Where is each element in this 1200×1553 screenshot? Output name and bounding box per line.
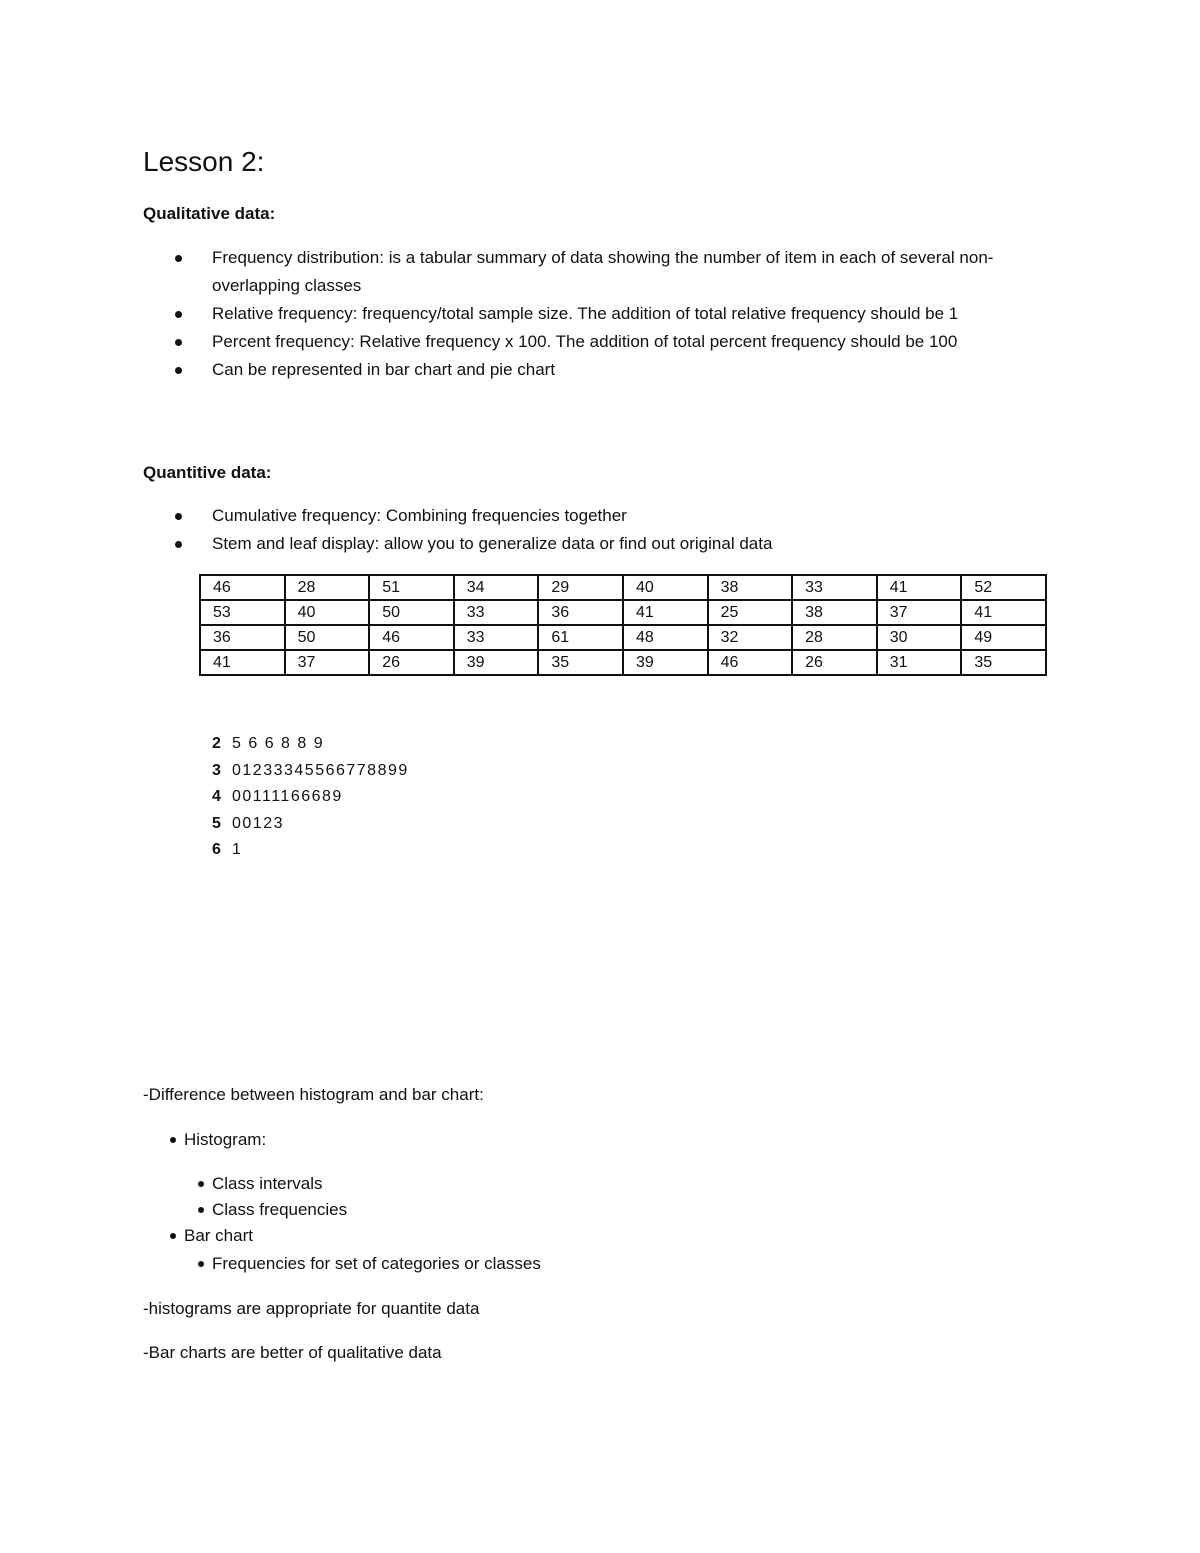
list-item-text: Can be represented in bar chart and pie chart [212, 360, 556, 379]
leaf-values: 01233345566778899 [232, 761, 409, 779]
difference-heading: -Difference between histogram and bar chart: [143, 1085, 484, 1104]
table-cell: 37 [285, 650, 370, 675]
quantitative-list [212, 502, 1052, 558]
bullet-icon [175, 541, 182, 548]
stem-value: 5 [212, 814, 223, 832]
table-cell: 33 [454, 600, 539, 625]
leaf-values: 00111166689 [232, 788, 343, 805]
table-cell: 52 [961, 575, 1046, 600]
list-item [212, 502, 1052, 530]
bullet-icon [198, 1181, 204, 1187]
table-cell: 35 [961, 650, 1046, 675]
table-cell: 38 [792, 600, 877, 625]
list-item [212, 1251, 541, 1277]
table-cell: 36 [538, 600, 623, 625]
table-cell: 34 [454, 575, 539, 600]
histogram-label: Histogram: [184, 1130, 267, 1149]
table-cell: 29 [538, 575, 623, 600]
table-cell: 31 [877, 650, 962, 675]
table-cell: 50 [285, 625, 370, 650]
quantitative-heading: Quantitive data: [143, 463, 272, 482]
table-cell: 33 [792, 575, 877, 600]
stem-leaf-row [212, 758, 409, 785]
bar-chart-list [184, 1223, 253, 1249]
bullet-icon [198, 1261, 204, 1267]
list-item-text: Relative frequency: frequency/total sample size. The addition of total relative frequency should be 1 [212, 304, 959, 323]
stem-value: 2 [212, 735, 223, 752]
table-row [200, 575, 1046, 600]
histogram-sublist [212, 1171, 347, 1223]
table-cell: 40 [623, 575, 708, 600]
table-cell: 39 [623, 650, 708, 675]
table-cell: 35 [538, 650, 623, 675]
table-row [200, 600, 1046, 625]
leaf-values: 5 6 6 8 8 9 [232, 735, 325, 752]
bullet-icon [175, 339, 182, 346]
list-item-text: Cumulative frequency: Combining frequencies together [212, 506, 627, 525]
table-cell: 40 [285, 600, 370, 625]
stem-value: 6 [212, 841, 223, 858]
table-cell: 26 [792, 650, 877, 675]
list-item [212, 328, 1052, 356]
list-item [212, 356, 1052, 384]
table-cell: 37 [877, 600, 962, 625]
bullet-icon [175, 311, 182, 318]
stem-value: 3 [212, 761, 223, 779]
bullet-icon [175, 255, 182, 262]
table-cell: 38 [708, 575, 793, 600]
stem-leaf-row [212, 784, 409, 811]
bullet-icon [170, 1137, 176, 1143]
table-cell: 36 [200, 625, 285, 650]
list-item [184, 1127, 266, 1153]
page-title: Lesson 2: [143, 146, 265, 177]
list-item-text: Stem and leaf display: allow you to generalize data or find out original data [212, 534, 773, 553]
stem-leaf-row [212, 811, 409, 838]
table-cell: 39 [454, 650, 539, 675]
list-item-text: Percent frequency: Relative frequency x 100. The addition of total percent frequency should be 100 [212, 332, 958, 351]
stem-leaf-row [212, 731, 409, 758]
table-cell: 33 [454, 625, 539, 650]
data-table [199, 574, 1047, 676]
table-cell: 30 [877, 625, 962, 650]
table-cell: 28 [285, 575, 370, 600]
table-cell: 25 [708, 600, 793, 625]
table-cell: 53 [200, 600, 285, 625]
table-cell: 50 [369, 600, 454, 625]
leaf-values: 1 [232, 841, 243, 858]
table-cell: 41 [623, 600, 708, 625]
list-item-text: Frequency distribution: is a tabular summary of data showing the number of item in each of several non-overlapping classes [212, 248, 994, 295]
list-item [212, 1171, 347, 1197]
note-histograms: -histograms are appropriate for quantite data [143, 1299, 480, 1318]
leaf-values: 00123 [232, 814, 284, 832]
table-cell: 41 [200, 650, 285, 675]
table-cell: 48 [623, 625, 708, 650]
table-cell: 46 [369, 625, 454, 650]
list-item [212, 530, 1052, 558]
table-cell: 49 [961, 625, 1046, 650]
table-cell: 26 [369, 650, 454, 675]
table-row [200, 650, 1046, 675]
note-bar-charts: -Bar charts are better of qualitative data [143, 1343, 442, 1362]
bar-chart-label: Bar chart [184, 1226, 253, 1245]
stem-value: 4 [212, 788, 223, 805]
list-item-text: Frequencies for set of categories or classes [212, 1254, 541, 1273]
list-item [212, 300, 1052, 328]
table-cell: 46 [200, 575, 285, 600]
qualitative-list [212, 244, 1052, 384]
table-cell: 46 [708, 650, 793, 675]
histogram-list [184, 1127, 266, 1153]
table-cell: 41 [877, 575, 962, 600]
bullet-icon [175, 513, 182, 520]
list-item [212, 244, 1052, 300]
bullet-icon [198, 1207, 204, 1213]
list-item [184, 1223, 253, 1249]
table-row [200, 625, 1046, 650]
list-item-text: Class frequencies [212, 1200, 348, 1219]
table-cell: 61 [538, 625, 623, 650]
bullet-icon [170, 1233, 176, 1239]
table-cell: 32 [708, 625, 793, 650]
table-cell: 41 [961, 600, 1046, 625]
bullet-icon [175, 367, 182, 374]
table-cell: 28 [792, 625, 877, 650]
list-item-text: Class intervals [212, 1174, 323, 1193]
table-cell: 51 [369, 575, 454, 600]
list-item [212, 1197, 347, 1223]
stem-leaf-row [212, 837, 409, 864]
qualitative-heading: Qualitative data: [143, 204, 276, 223]
stem-leaf-display [212, 731, 409, 864]
bar-chart-sublist [212, 1251, 541, 1277]
